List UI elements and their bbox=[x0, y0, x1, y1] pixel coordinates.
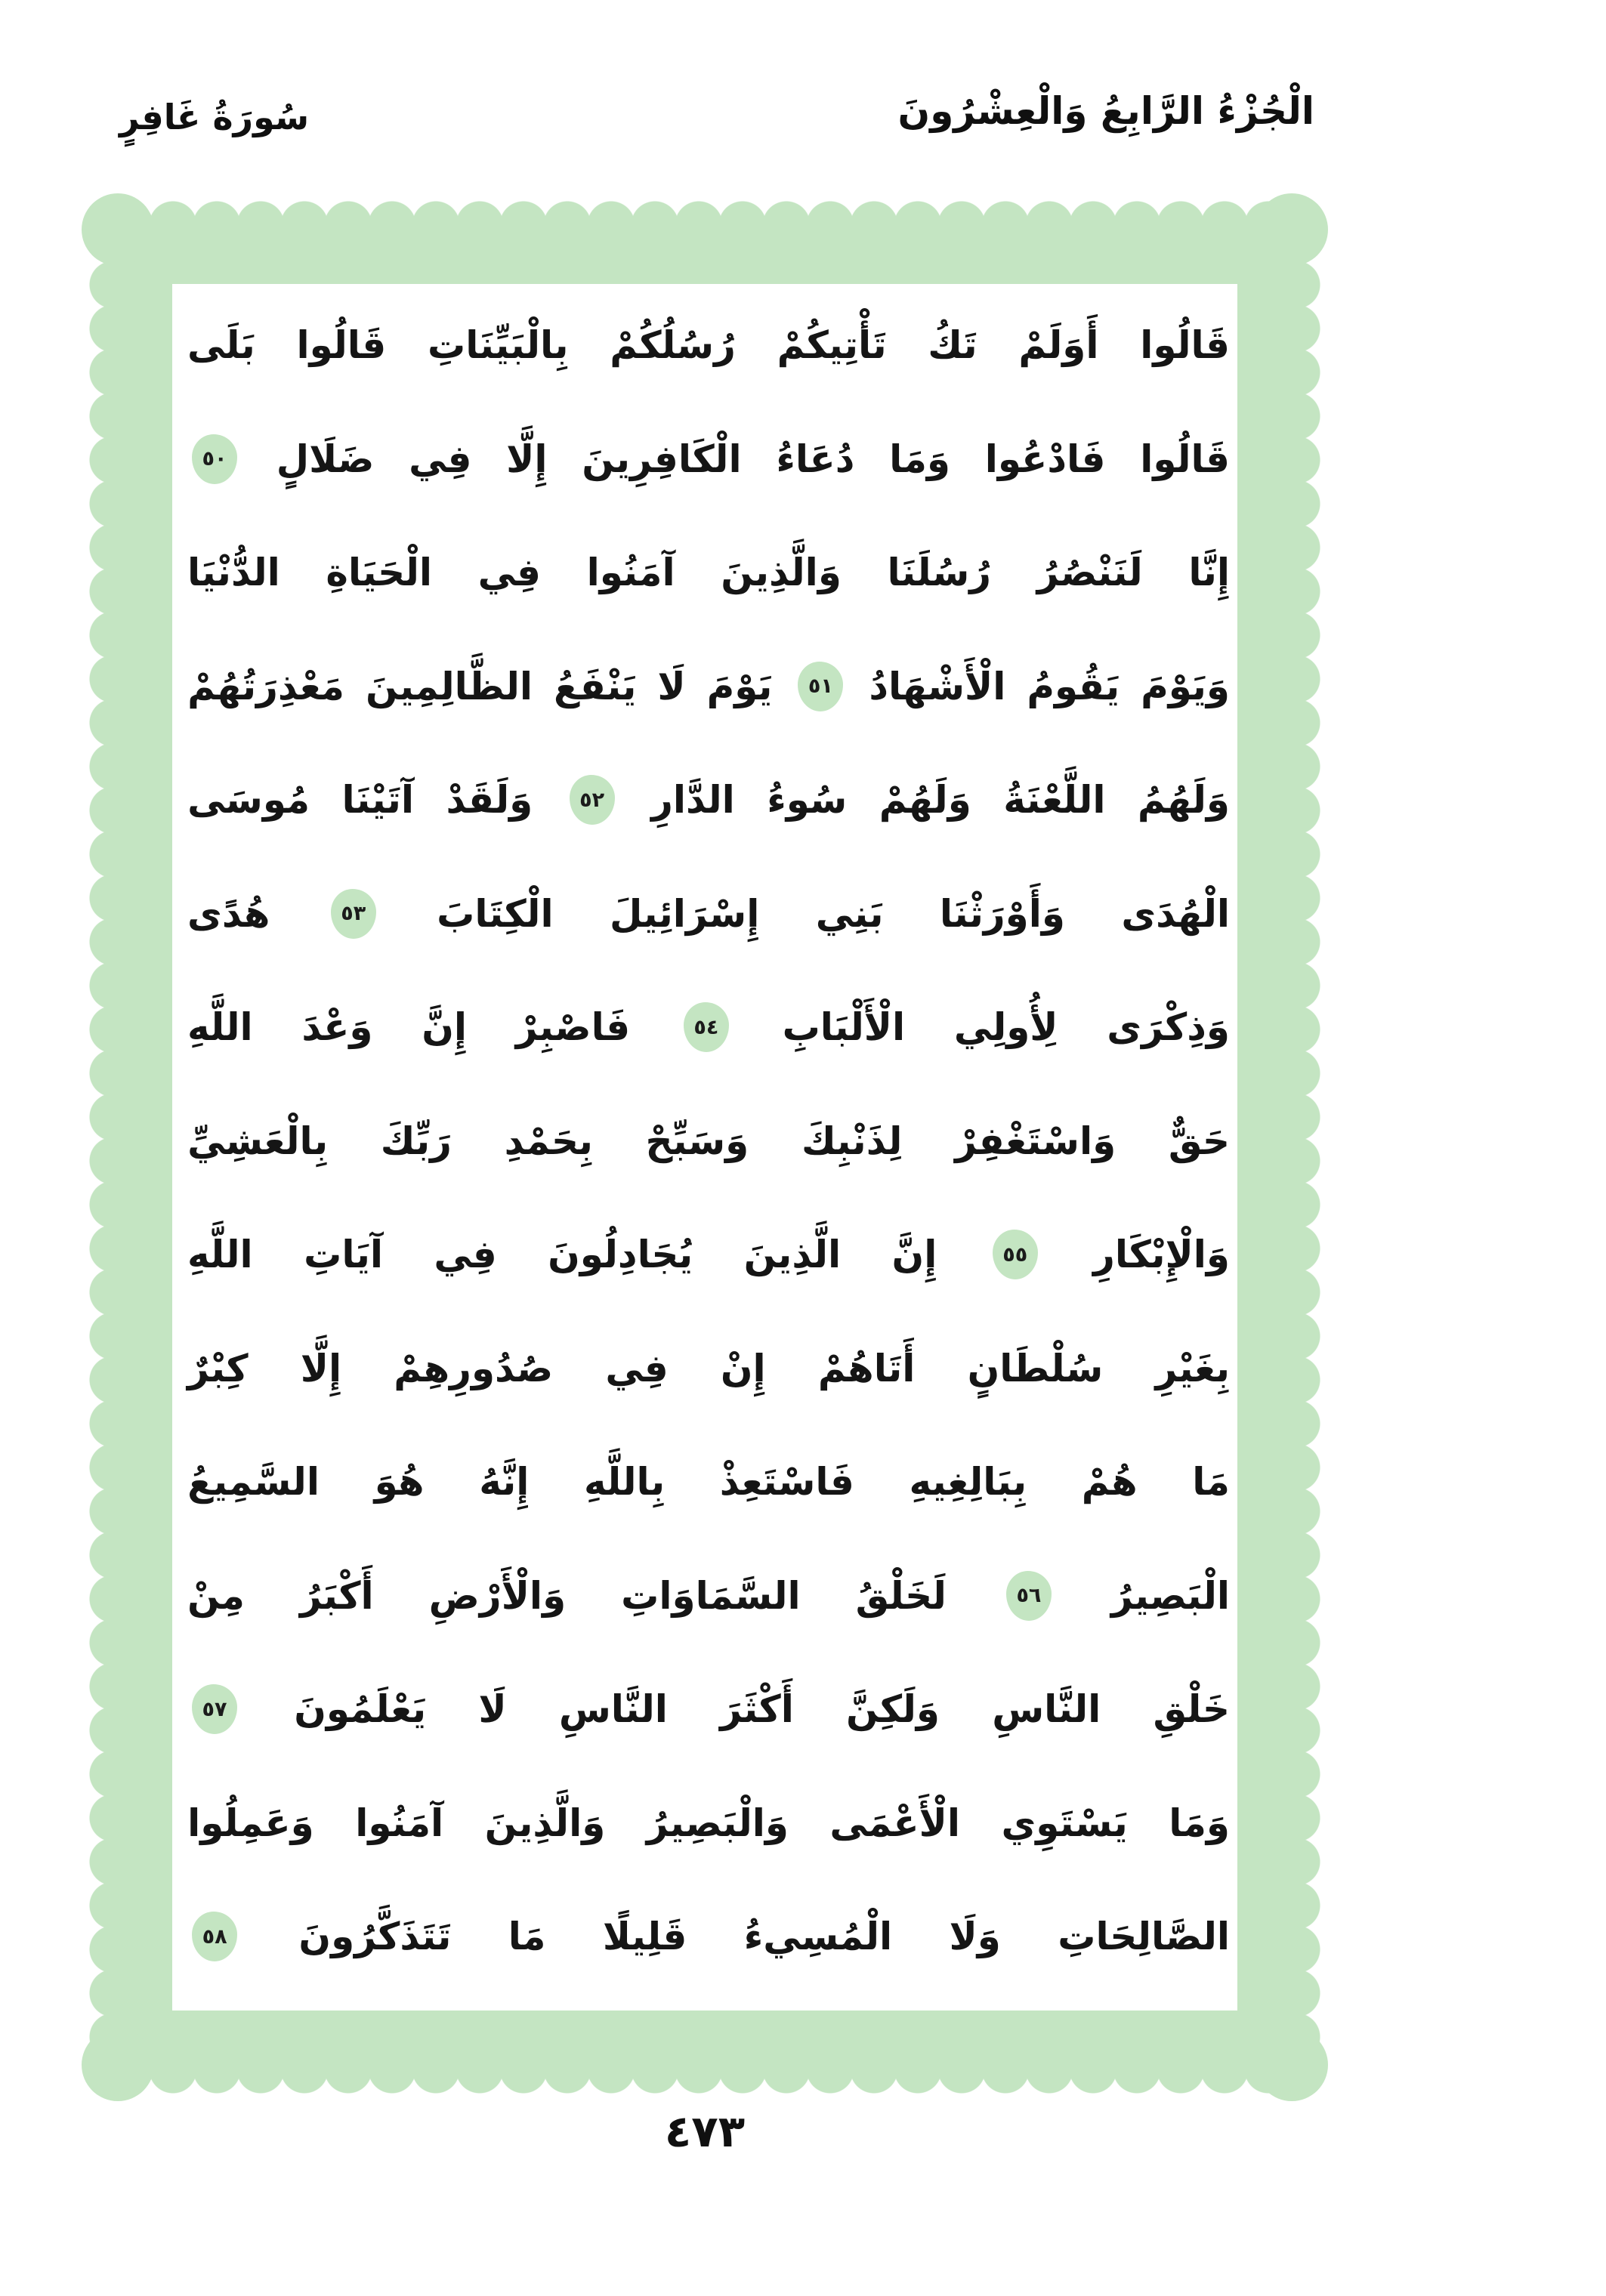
quran-line bbox=[187, 630, 1230, 744]
quran-word: سُوءُ bbox=[767, 778, 848, 822]
corner-petal-bottom-left bbox=[82, 2029, 154, 2101]
quran-word: إِلَّا bbox=[300, 1346, 342, 1390]
quran-word: خَلْقِ bbox=[1153, 1687, 1230, 1732]
quran-word: يَعْلَمُونَ bbox=[294, 1687, 427, 1732]
quran-line bbox=[187, 403, 1230, 517]
verse-end-marker bbox=[993, 1230, 1038, 1279]
quran-word: إِلَّا bbox=[506, 437, 548, 481]
verse-number: ٥٥ bbox=[1002, 1242, 1028, 1267]
quran-word: بِغَيْرِ bbox=[1155, 1346, 1230, 1390]
quran-word: إِنْ bbox=[720, 1346, 766, 1390]
quran-word: وَلَا bbox=[949, 1915, 1001, 1959]
quran-word: إِنَّا bbox=[1188, 551, 1230, 595]
quran-word: إِنَّ bbox=[422, 1005, 468, 1050]
quran-word: يُجَادِلُونَ bbox=[548, 1233, 693, 1277]
verse-end-marker bbox=[192, 434, 237, 484]
quran-word: سُلْطَانٍ bbox=[967, 1346, 1104, 1390]
quran-word: فِي bbox=[409, 437, 472, 481]
quran-word: وَمَا bbox=[889, 437, 950, 481]
quran-line bbox=[187, 1880, 1230, 1994]
verse-number: ٥٢ bbox=[579, 788, 605, 812]
corner-petal-top-right bbox=[1255, 193, 1328, 266]
quran-word: الْكِتَابَ bbox=[437, 891, 554, 936]
page-number: ٤٧٣ bbox=[664, 2106, 746, 2157]
quran-line bbox=[187, 1767, 1230, 1881]
quran-word: وَلَهُمْ bbox=[879, 778, 971, 822]
quran-line bbox=[187, 1312, 1230, 1426]
quran-word: فَادْعُوا bbox=[984, 437, 1106, 481]
quran-word: قَالُوا bbox=[1140, 323, 1230, 368]
quran-word: لَنَنْصُرُ bbox=[1036, 551, 1143, 595]
quran-word: هُمْ bbox=[1081, 1460, 1138, 1504]
verse-number: ٥٧ bbox=[202, 1697, 227, 1721]
verse-end-marker bbox=[570, 775, 615, 825]
quran-word: يَوْمَ bbox=[706, 664, 773, 708]
quran-word: الدُّنْيَا bbox=[187, 551, 280, 595]
verse-number: ٥١ bbox=[808, 674, 833, 699]
quran-word: الْأَعْمَى bbox=[829, 1801, 961, 1845]
quran-line bbox=[187, 1198, 1230, 1312]
verse-end-marker bbox=[192, 1912, 237, 1961]
quran-word: يَسْتَوِي bbox=[1001, 1801, 1128, 1845]
border-band-left bbox=[109, 221, 172, 2074]
quran-word: هُوَ bbox=[374, 1460, 425, 1504]
quran-word: وَالَّذِينَ bbox=[484, 1801, 606, 1845]
quran-word: الظَّالِمِينَ bbox=[365, 664, 533, 708]
quran-word: آمَنُوا bbox=[586, 551, 675, 595]
quran-word: وَأَوْرَثْنَا bbox=[939, 891, 1065, 936]
quran-word: لَا bbox=[478, 1687, 507, 1732]
quran-line bbox=[187, 1539, 1230, 1653]
quran-word: بِالْعَشِيِّ bbox=[187, 1119, 329, 1163]
quran-word: الْمُسِيءُ bbox=[743, 1915, 893, 1959]
quran-word: آتَيْنَا bbox=[341, 778, 415, 822]
quran-word: فِي bbox=[434, 1233, 497, 1277]
quran-word: وَلَكِنَّ bbox=[846, 1687, 940, 1732]
quran-word: السَّمِيعُ bbox=[187, 1460, 320, 1504]
quran-word: الدَّارِ bbox=[651, 778, 735, 822]
quran-word: آمَنُوا bbox=[355, 1801, 444, 1845]
quran-word: يَقُومُ bbox=[1027, 664, 1120, 708]
quran-word: وَعَمِلُوا bbox=[187, 1801, 314, 1845]
quran-word: مَا bbox=[508, 1915, 546, 1959]
quran-word: فَاصْبِرْ bbox=[515, 1005, 631, 1050]
quran-word: أَوَلَمْ bbox=[1018, 323, 1099, 368]
quran-word: أَكْبَرُ bbox=[299, 1573, 374, 1618]
quran-word: صُدُورِهِمْ bbox=[394, 1346, 554, 1390]
quran-word: حَقٌّ bbox=[1168, 1119, 1230, 1163]
verse-end-marker bbox=[1006, 1571, 1052, 1621]
verse-end-marker bbox=[331, 889, 376, 939]
quran-word: فَاسْتَعِذْ bbox=[719, 1460, 854, 1504]
verse-number: ٥٣ bbox=[341, 902, 366, 926]
quran-word: تَأْتِيكُمْ bbox=[777, 323, 887, 368]
verse-number: ٥٠ bbox=[202, 447, 227, 471]
quran-word: الْكَافِرِينَ bbox=[582, 437, 742, 481]
quran-line bbox=[187, 743, 1230, 857]
quran-word: اللَّعْنَةُ bbox=[1003, 778, 1106, 822]
quran-word: وَسَبِّحْ bbox=[645, 1119, 749, 1163]
quran-word: إِنَّ bbox=[891, 1233, 937, 1277]
quran-word: اللَّهِ bbox=[187, 1233, 253, 1277]
quran-line bbox=[187, 1653, 1230, 1767]
quran-word: وَلَهُمُ bbox=[1137, 778, 1230, 822]
quran-word: رَبِّكَ bbox=[380, 1119, 452, 1163]
quran-word: إِسْرَائِيلَ bbox=[609, 891, 760, 936]
quran-word: بِحَمْدِ bbox=[504, 1119, 593, 1163]
quran-word: لِذَنْبِكَ bbox=[801, 1119, 903, 1163]
quran-word: الصَّالِحَاتِ bbox=[1058, 1915, 1230, 1959]
verse-number: ٥٨ bbox=[202, 1924, 227, 1949]
quran-word: ضَلَالٍ bbox=[276, 437, 375, 481]
quran-word: الَّذِينَ bbox=[743, 1233, 842, 1277]
quran-line bbox=[187, 1085, 1230, 1199]
corner-petal-bottom-right bbox=[1255, 2029, 1328, 2101]
quran-word: كِبْرٌ bbox=[187, 1346, 249, 1390]
quran-word: وَذِكْرَى bbox=[1107, 1005, 1230, 1050]
quran-word: الْهُدَى bbox=[1121, 891, 1230, 936]
quran-word: مَعْذِرَتُهُمْ bbox=[187, 664, 344, 708]
quran-line bbox=[187, 1425, 1230, 1539]
quran-line bbox=[187, 289, 1230, 403]
quran-line bbox=[187, 857, 1230, 971]
quran-word: فِي bbox=[477, 551, 541, 595]
quran-word: فِي bbox=[605, 1346, 669, 1390]
quran-word: بَنِي bbox=[815, 891, 884, 936]
quran-word: رُسُلَنَا bbox=[887, 551, 992, 595]
verse-end-marker bbox=[798, 662, 843, 711]
quran-word: وَيَوْمَ bbox=[1141, 664, 1230, 708]
quran-word: بِاللَّهِ bbox=[584, 1460, 666, 1504]
quran-word: وَالَّذِينَ bbox=[721, 551, 842, 595]
border-band-bottom bbox=[109, 2011, 1301, 2074]
quran-word: تَكُ bbox=[928, 323, 977, 368]
quran-word: وَعْدَ bbox=[301, 1005, 373, 1050]
quran-word: بِالْبَيِّنَاتِ bbox=[427, 323, 569, 368]
quran-word: لَخَلْقُ bbox=[855, 1573, 947, 1618]
quran-word: بِبَالِغِيهِ bbox=[909, 1460, 1027, 1504]
quran-text-block bbox=[187, 289, 1230, 1994]
quran-word: مُوسَى bbox=[187, 778, 310, 822]
quran-line bbox=[187, 971, 1230, 1085]
quran-word: مِنْ bbox=[187, 1573, 245, 1618]
quran-word: تَتَذَكَّرُونَ bbox=[298, 1915, 452, 1959]
verse-number: ٥٦ bbox=[1016, 1584, 1042, 1608]
quran-word: وَالْإِبْكَارِ bbox=[1093, 1233, 1230, 1277]
quran-word: هُدًى bbox=[187, 891, 270, 936]
quran-word: آيَاتِ bbox=[304, 1233, 384, 1277]
quran-word: الْأَلْبَابِ bbox=[782, 1005, 906, 1050]
juz-title-header: الْجُزْءُ الرَّابِعُ وَالْعِشْرُونَ bbox=[897, 89, 1314, 133]
verse-end-marker bbox=[192, 1684, 237, 1734]
quran-word: قَلِيلًا bbox=[602, 1915, 687, 1959]
quran-word: لَا bbox=[657, 664, 686, 708]
quran-word: النَّاسِ bbox=[992, 1687, 1101, 1732]
quran-word: اللَّهِ bbox=[187, 1005, 253, 1050]
quran-word: قَالُوا bbox=[296, 323, 387, 368]
quran-word: النَّاسِ bbox=[558, 1687, 668, 1732]
quran-word: يَنْفَعُ bbox=[554, 664, 637, 708]
quran-word: لِأُولِي bbox=[953, 1005, 1058, 1050]
quran-word: بَلَى bbox=[187, 323, 255, 368]
verse-end-marker bbox=[684, 1002, 729, 1052]
quran-word: وَالْبَصِيرُ bbox=[646, 1801, 789, 1845]
quran-word: أَتَاهُمْ bbox=[817, 1346, 916, 1390]
quran-word: دُعَاءُ bbox=[776, 437, 855, 481]
quran-word: السَّمَاوَاتِ bbox=[621, 1573, 801, 1618]
corner-petal-top-left bbox=[82, 193, 154, 266]
verse-number: ٥٤ bbox=[693, 1015, 719, 1039]
quran-word: وَلَقَدْ bbox=[446, 778, 533, 822]
quran-word: قَالُوا bbox=[1140, 437, 1230, 481]
quran-word: وَاسْتَغْفِرْ bbox=[955, 1119, 1116, 1163]
quran-word: الْحَيَاةِ bbox=[326, 551, 433, 595]
surah-title-header: سُورَةُ غَافِرٍ bbox=[119, 97, 310, 137]
quran-word: الْأَشْهَادُ bbox=[869, 664, 1006, 708]
quran-word: وَالْأَرْضِ bbox=[428, 1573, 567, 1618]
quran-word: وَمَا bbox=[1169, 1801, 1230, 1845]
quran-word: مَا bbox=[1192, 1460, 1230, 1504]
quran-word: إِنَّهُ bbox=[479, 1460, 530, 1504]
border-band-top bbox=[109, 221, 1301, 284]
quran-line bbox=[187, 516, 1230, 630]
quran-word: أَكْثَرَ bbox=[720, 1687, 794, 1732]
border-band-right bbox=[1237, 221, 1301, 2074]
quran-word: رُسُلُكُمْ bbox=[610, 323, 736, 368]
quran-word: الْبَصِيرُ bbox=[1110, 1573, 1230, 1618]
